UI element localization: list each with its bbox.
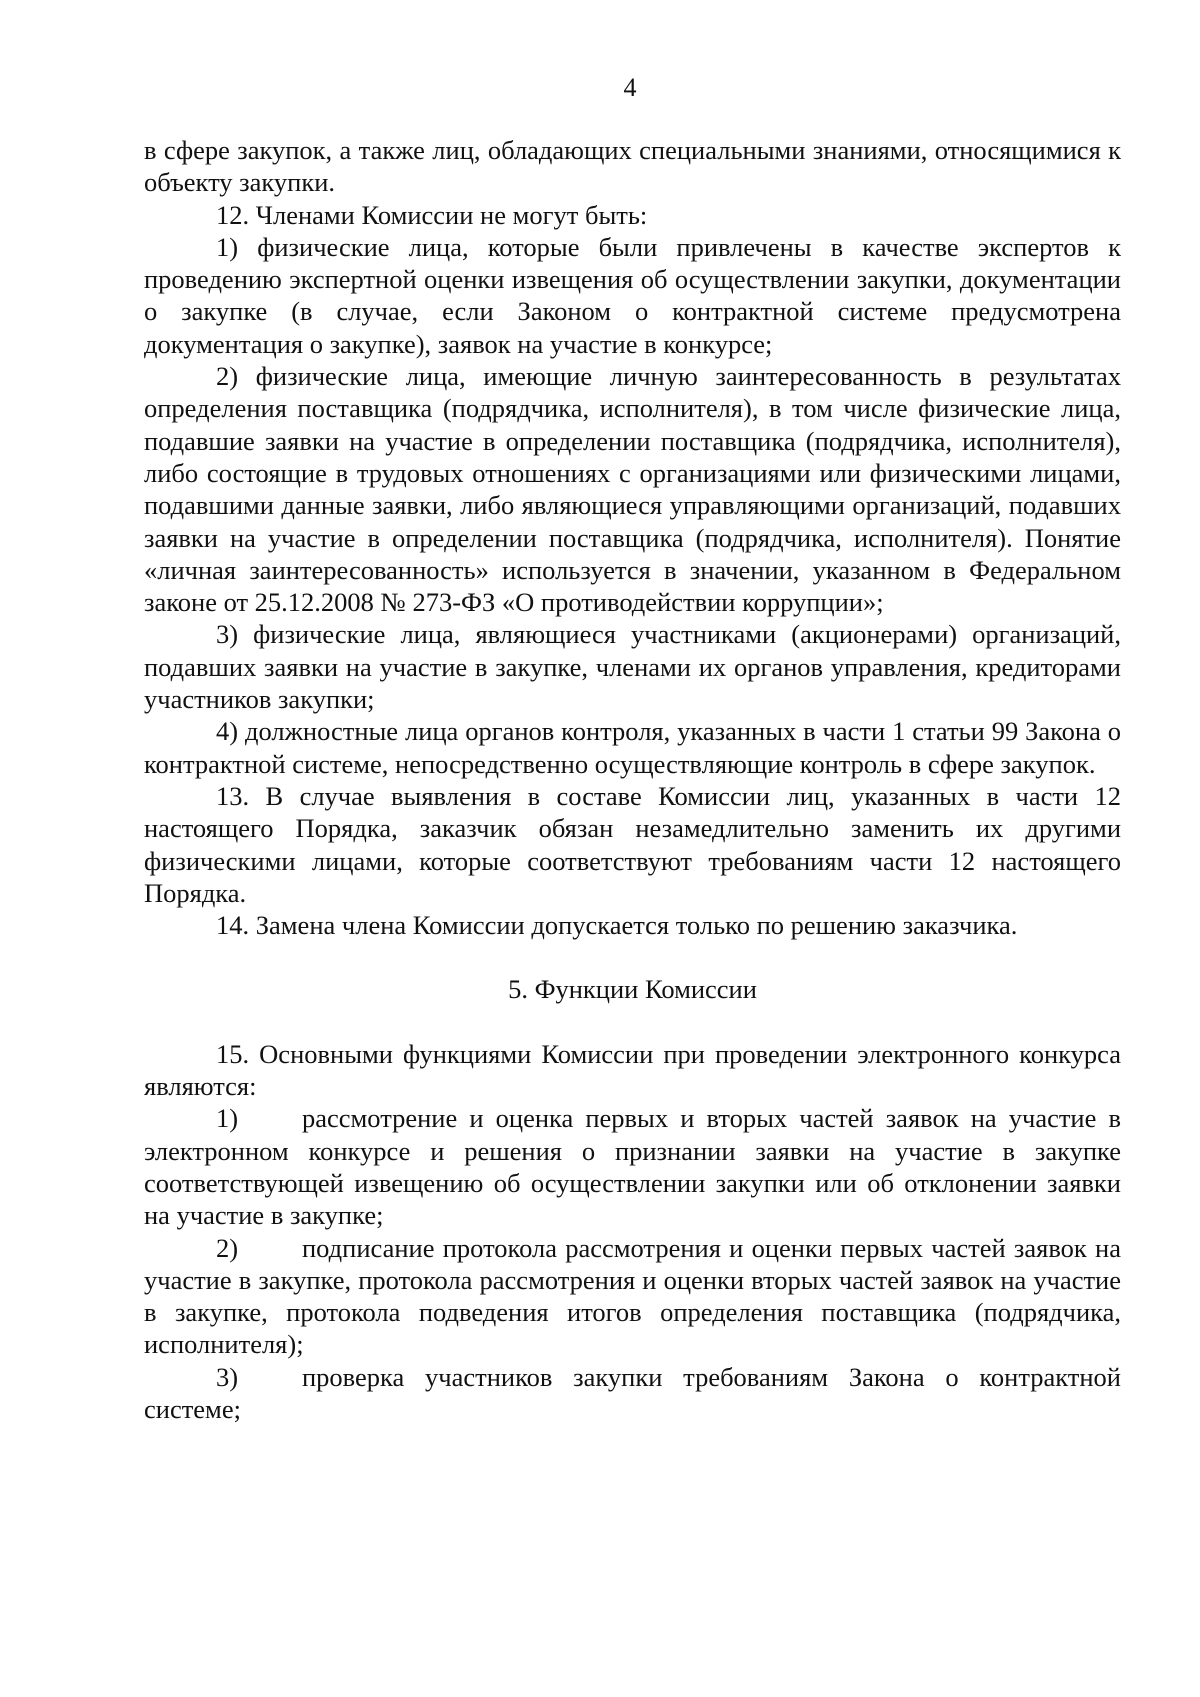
list-item (144, 1361, 1121, 1426)
list-item (144, 1232, 1121, 1361)
paragraph-12-item-1: 1) физические лица, которые были привлечены в качестве экспертов к проведению экспертной оценки извещения об осуществлении закупки, документации о закупке (в случае, если Законом о контрактной системе предусмотрена документация о закупке), заявок на участие в конкурсе; (144, 231, 1121, 359)
list-item-text: рассмотрение и оценка первых и вторых частей заявок на участие в электронном конкурсе и решения о признании заявки на участие в закупке соответствующей извещению об осуществлении закупки или об отклонении заявки на участие в закупке; (144, 1103, 1121, 1231)
list-item-text: проверка участников закупки требованиям Закона о контрактной системе; (144, 1361, 1121, 1424)
paragraph-14: 14. Замена члена Комиссии допускается только по решению заказчика. (216, 910, 1018, 941)
section-heading: 5. Функции Комиссии (508, 974, 757, 1005)
list-item-text: подписание протокола рассмотрения и оценки первых частей заявок на участие в закупке, протокола рассмотрения и оценки вторых частей заявок на участие в закупке, протокола подведения итогов определения поставщика (подрядчика, исполнителя); (144, 1232, 1121, 1360)
page-number: 4 (623, 73, 637, 102)
paragraph-12-item-3: 3) физические лица, являющиеся участниками (акционерами) организаций, подавших заявки на участие в закупке, членами их органов управления, кредиторами участников закупки; (144, 619, 1121, 715)
list-item-number: 2) (216, 1232, 239, 1263)
list-item (144, 1102, 1121, 1231)
document-body (144, 134, 1121, 1425)
paragraph-13: 13. В случае выявления в составе Комиссии лиц, указанных в части 12 настоящего Порядка, заказчик обязан незамедлительно заменить их другими физическими лицами, которые соответствуют требованиям части 12 настоящего Порядка. (144, 780, 1121, 908)
list-item-number: 3) (216, 1361, 239, 1392)
paragraph-12-item-2: 2) физические лица, имеющие личную заинтересованность в результатах определения поставщика (подрядчика, исполнителя), в том числе физические лица, подавшие заявки на участие в определении поставщика (подрядчика, исполнителя), либо состоящие в трудовых отношениях с организациями или физическими лицами, подавшими данные заявки, либо являющиеся управляющими организаций, подавших заявки на участие в определении поставщика (подрядчика, исполнителя). Понятие «личная заинтересованность» используется в значении, указанном в Федеральном законе от 25.12.2008 № 273-ФЗ «О противодействии коррупции»; (144, 361, 1121, 618)
paragraph-continuation: в сфере закупок, а также лиц, обладающих специальными знаниями, относящимися к объекту закупки. (144, 135, 1121, 198)
paragraph-15: 15. Основными функциями Комиссии при проведении электронного конкурса являются: (144, 1038, 1121, 1102)
list-item-number: 1) (216, 1103, 239, 1134)
paragraph-12: 12. Членами Комиссии не могут быть: (216, 199, 648, 230)
paragraph-12-item-4: 4) должностные лица органов контроля, указанных в части 1 статьи 99 Закона о контрактной системе, непосредственно осуществляющие контроль в сфере закупок. (144, 716, 1121, 779)
